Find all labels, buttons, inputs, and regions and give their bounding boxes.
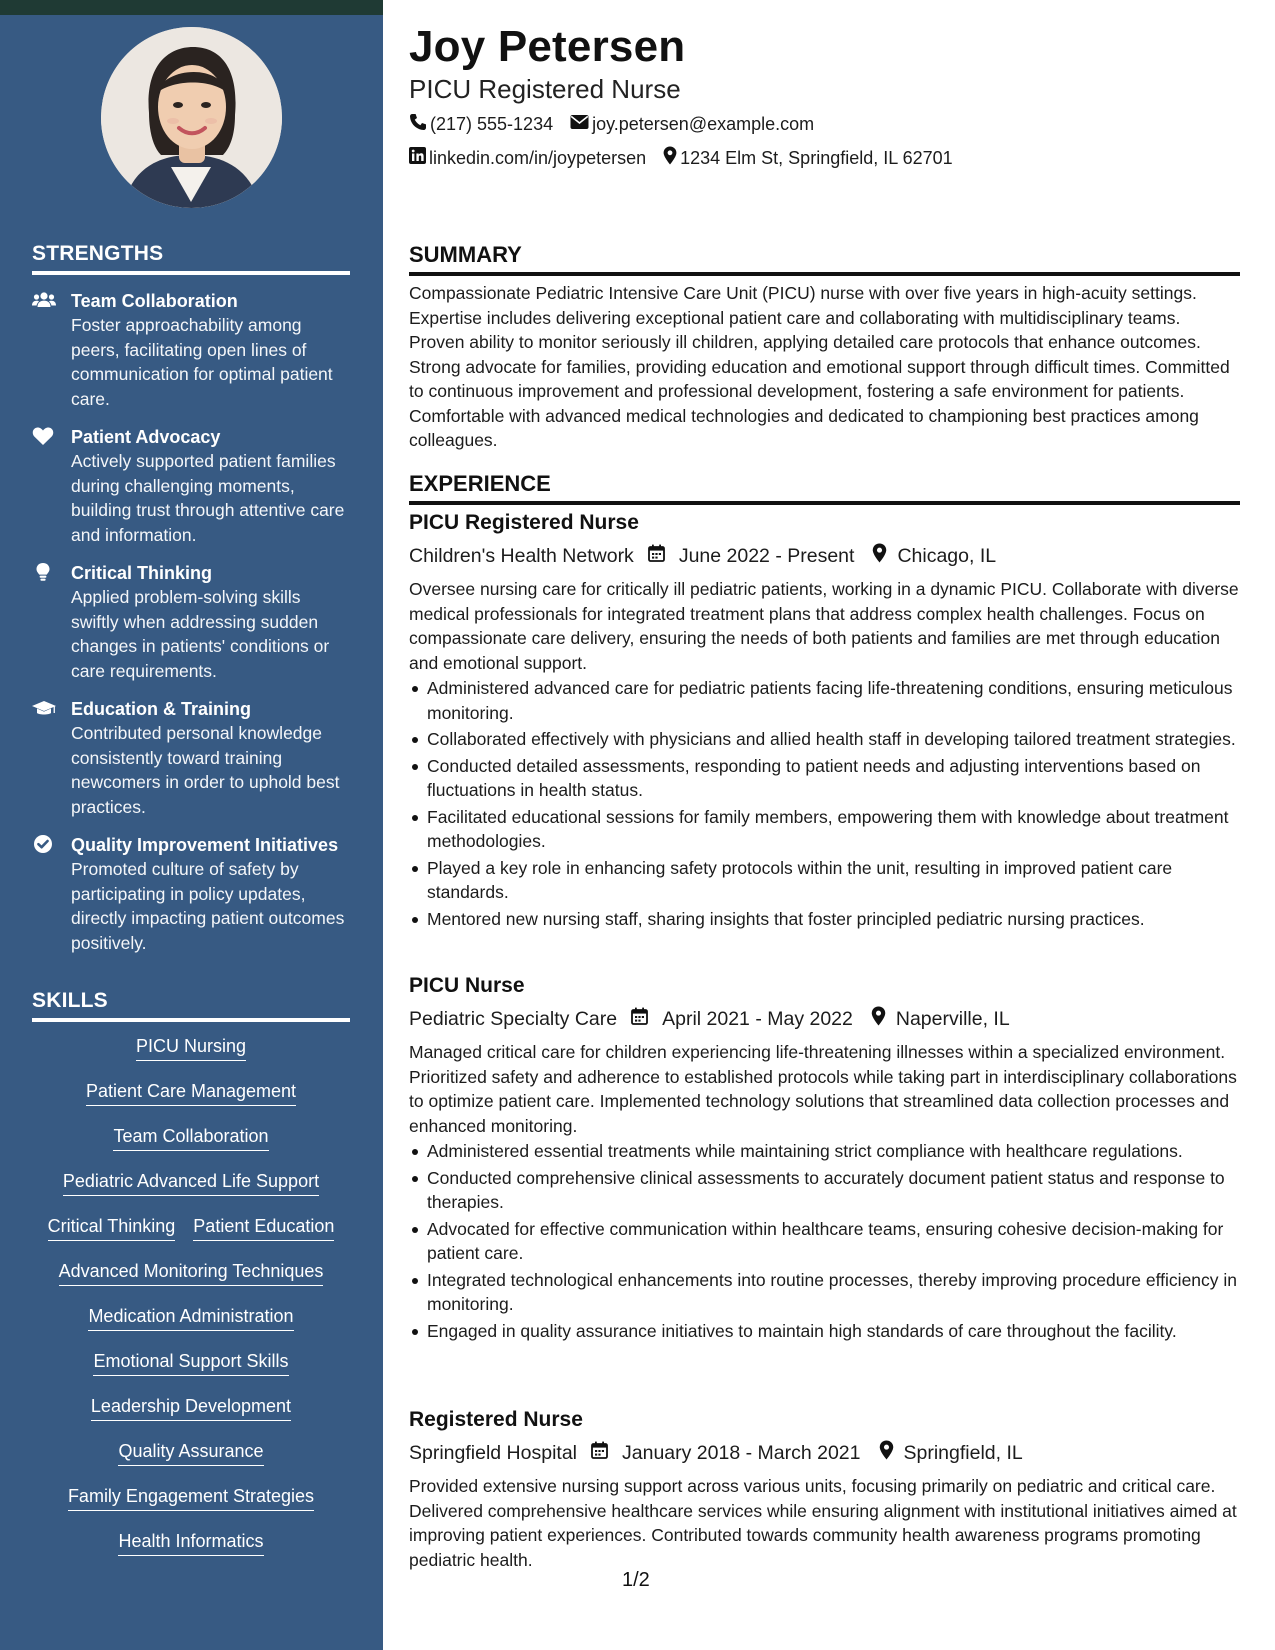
bullet-item: Conducted comprehensive clinical assessments to accurately document patient status and response to therapies. (427, 1166, 1258, 1215)
job-summary: Managed critical care for children experiencing life-threatening illnesses within a specialized environment. Prioritized safety and adherence to established protocols while taking part in interdisciplinary collaborations to optimize patient care. Implemented technology solutions that streamlined data collection processes and enhanced monitoring. (409, 1042, 1237, 1136)
skills-heading: SKILLS (32, 989, 350, 1022)
bullet-item: Facilitated educational sessions for family members, empowering them with knowledge about treatment methodologies. (427, 805, 1258, 854)
strength-description: Foster approachability among peers, facilitating open lines of communication for optimal patient care. (71, 315, 333, 409)
email-text: joy.petersen@example.com (592, 114, 815, 134)
map-pin-icon (879, 1440, 894, 1466)
strength-item (32, 697, 352, 819)
skill-tag: Quality Assurance (118, 1440, 263, 1466)
calendar-icon (591, 1441, 608, 1465)
phone-text: (217) 555-1234 (430, 114, 554, 134)
users-icon (32, 290, 54, 310)
lightbulb-icon (32, 562, 54, 582)
bullet-item: Administered advanced care for pediatric patients facing life-threatening conditions, ensuring meticulous monitoring. (427, 676, 1258, 725)
strength-description: Contributed personal knowledge consistently toward training newcomers in order to uphold best practices. (71, 723, 340, 817)
job-summary: Oversee nursing care for critically ill pediatric patients, working in a dynamic PICU. Collaborate with diverse medical professionals for integrated treatment plans that address complex health challenges. Focus on compassionate care delivery, ensuring the needs of both patients and families are met through education and emotional support. (409, 579, 1239, 673)
contact-phone (409, 113, 553, 136)
bullet-item: Conducted detailed assessments, responding to patient needs and adjusting interventions based on fluctuations in health status. (427, 754, 1258, 803)
skill-tag: Health Informatics (118, 1530, 263, 1556)
heart-icon (32, 426, 54, 446)
skill-tag: Leadership Development (91, 1395, 291, 1421)
summary-text: Compassionate Pediatric Intensive Care Unit (PICU) nurse with over five years in high-acuity settings. Expertise includes delivering exceptional patient care and collaborating with multidisciplinary teams. Proven ability to monitor seriously ill children, applying detailed care protocols that enhance outcomes. Strong advocate for families, providing education and emotional support through difficult times. Committed to continuous improvement and professional development, fostering a safe environment for patients. Comfortable with advanced medical technologies and dedicated to championing best practices among colleagues. (409, 283, 1230, 450)
strength-item (32, 289, 352, 411)
check-circle-icon (32, 834, 54, 854)
calendar-icon (648, 544, 665, 568)
linkedin-text: linkedin.com/in/joypetersen (429, 147, 647, 168)
strength-item (32, 833, 352, 955)
strength-item (32, 561, 352, 683)
contact-linkedin[interactable] (409, 147, 646, 169)
strength-description: Promoted culture of safety by participating in policy updates, directly impacting patient outcomes positively. (71, 859, 345, 953)
skills-list (32, 1035, 350, 1556)
job-location: Chicago, IL (897, 544, 997, 567)
map-pin-icon (872, 543, 887, 569)
page-number: 1/2 (622, 1569, 650, 1591)
skill-tag: Patient Education (193, 1215, 334, 1241)
job-bullets (409, 1139, 1258, 1345)
sidebar (0, 0, 383, 1650)
map-pin-icon (871, 1006, 886, 1032)
candidate-name: Joy Petersen (409, 22, 686, 71)
bullet-item: Advocated for effective communication within healthcare teams, ensuring cohesive decision-making for patient care. (427, 1217, 1258, 1266)
contact-row (409, 113, 831, 136)
skill-tag: Advanced Monitoring Techniques (59, 1260, 324, 1286)
phone-icon (409, 113, 430, 136)
job-meta (409, 1006, 1010, 1032)
graduation-cap-icon (32, 698, 54, 718)
address-text: 1234 Elm St, Springfield, IL 62701 (680, 147, 953, 168)
linkedin-icon (409, 147, 429, 169)
job-summary: Provided extensive nursing support across various units, focusing primarily on pediatric and critical care. Delivered comprehensive healthcare services while ensuring alignment with institutional initiatives aimed at improving patient experiences. Contributed towards community health awareness programs promoting pediatric health. (409, 1476, 1237, 1570)
job-meta (409, 543, 996, 569)
job-bullets (409, 676, 1258, 933)
experience-heading: EXPERIENCE (409, 471, 1240, 505)
skill-tag: Patient Care Management (86, 1080, 296, 1106)
profile-photo (101, 27, 282, 208)
bullet-item: Played a key role in enhancing safety protocols within the unit, resulting in improved patient care standards. (427, 856, 1258, 905)
strength-title: Critical Thinking (71, 563, 213, 583)
bullet-item: Administered essential treatments while maintaining strict compliance with healthcare regulations. (427, 1139, 1258, 1164)
calendar-icon (631, 1007, 648, 1031)
job-location: Naperville, IL (895, 1007, 1010, 1030)
bullet-item: Engaged in quality assurance initiatives to maintain high standards of care throughout the facility. (427, 1319, 1258, 1344)
job-location: Springfield, IL (903, 1441, 1023, 1464)
skill-tag: Critical Thinking (48, 1215, 176, 1241)
company-name: Pediatric Specialty Care (409, 1007, 618, 1030)
skill-tag: PICU Nursing (136, 1035, 246, 1061)
strength-title: Education & Training (71, 699, 252, 719)
job-dates: April 2021 - May 2022 (662, 1007, 853, 1030)
strength-title: Team Collaboration (71, 291, 238, 311)
job-meta (409, 1440, 1023, 1466)
skill-tag: Emotional Support Skills (93, 1350, 288, 1376)
skill-tag: Medication Administration (88, 1305, 293, 1331)
bullet-item: Integrated technological enhancements into routine processes, thereby improving procedure efficiency in monitoring. (427, 1268, 1258, 1317)
bullet-item: Mentored new nursing staff, sharing insights that foster principled pediatric nursing practices. (427, 907, 1258, 932)
bullet-item: Collaborated effectively with physicians and allied health staff in developing tailored treatment strategies. (427, 727, 1258, 752)
strength-description: Applied problem-solving skills swiftly when addressing sudden changes in patients' conditions or care requirements. (71, 587, 330, 681)
sidebar-top-bar (0, 0, 383, 15)
contact-email[interactable] (570, 114, 814, 135)
map-pin-icon (663, 146, 680, 170)
job-dates: June 2022 - Present (678, 544, 855, 567)
strength-description: Actively supported patient families during challenging moments, building trust through attentive care and information. (71, 451, 345, 545)
summary-heading: SUMMARY (409, 242, 1240, 276)
company-name: Springfield Hospital (409, 1441, 578, 1464)
job-title: PICU Registered Nurse (409, 511, 639, 534)
strength-title: Quality Improvement Initiatives (71, 835, 339, 855)
job-title: PICU Nurse (409, 974, 525, 997)
job-dates: January 2018 - March 2021 (622, 1441, 861, 1464)
skill-tag: Team Collaboration (113, 1125, 268, 1151)
candidate-role: PICU Registered Nurse (409, 74, 681, 104)
strength-item (32, 425, 352, 547)
job-title: Registered Nurse (409, 1408, 583, 1431)
contact-row (409, 146, 970, 170)
skill-tag: Pediatric Advanced Life Support (63, 1170, 319, 1196)
strengths-heading: STRENGTHS (32, 242, 350, 275)
company-name: Children's Health Network (409, 544, 634, 567)
strengths-list (32, 289, 352, 969)
skill-tag: Family Engagement Strategies (68, 1485, 314, 1511)
strength-title: Patient Advocacy (71, 427, 221, 447)
envelope-icon (570, 114, 592, 135)
contact-address (663, 146, 953, 170)
